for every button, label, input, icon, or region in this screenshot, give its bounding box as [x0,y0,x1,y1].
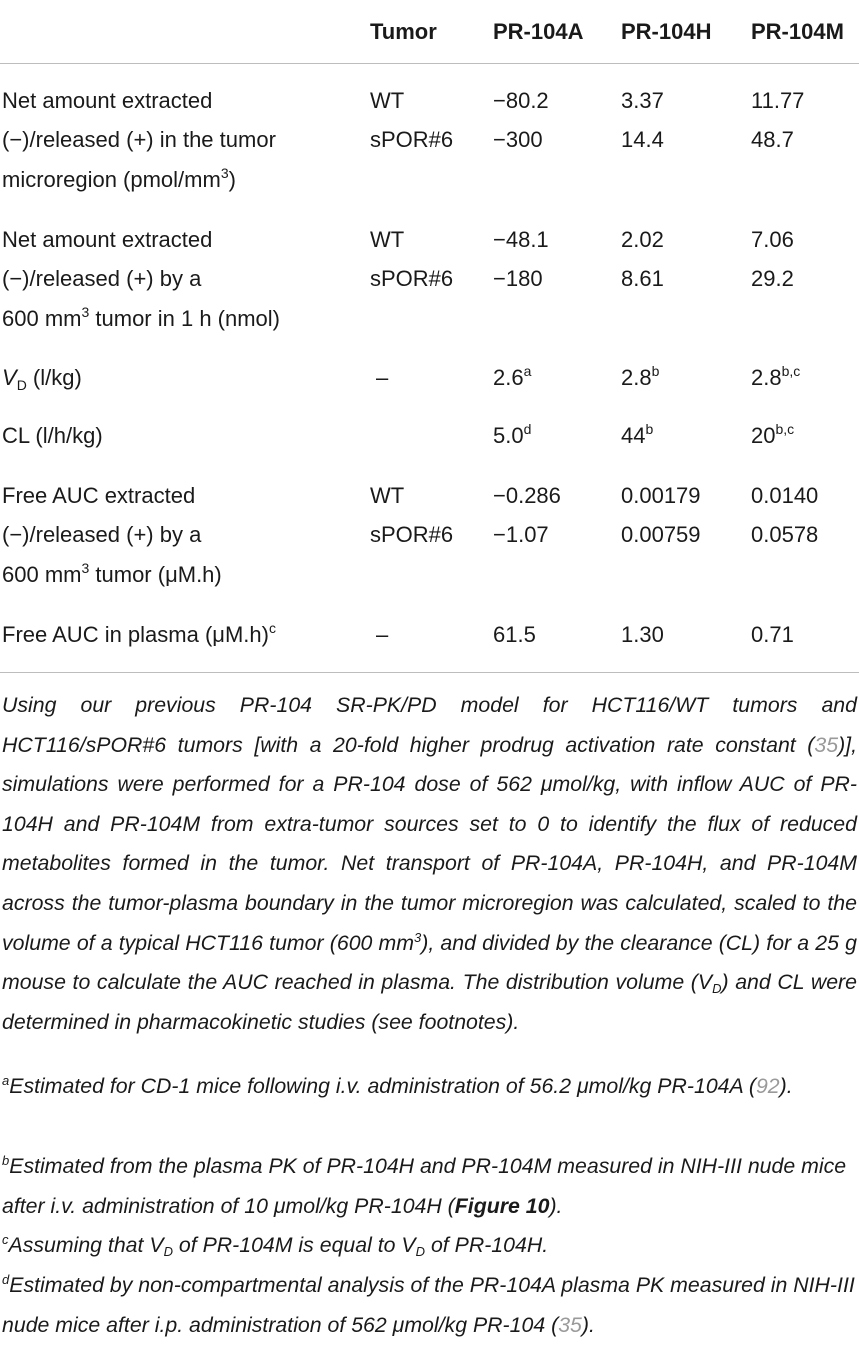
tumor-cell: – [376,365,389,390]
header-tumor: Tumor [370,19,437,44]
table-footnote-main: Using our previous PR-104 SR-PK/PD model for HCT116/WT tumors and HCT116/sPOR#6 tumors [with a 20-fold higher prodrug activation rate constant (35)], simulations were performed for a PR-104 dose of 562 μmol/kg, with inflow AUC of PR-104H and PR-104M from extra-tumor sources set to 0 to identify the flux of reduced metabolites formed in the tumor. Net transport of PR-104A, PR-104H, and PR-104M across the tumor-plasma boundary in the tumor microregion was calculated, scaled to the volume of a typical HCT116 tumor (600 $mm^3$), and divided by the clearance (CL) for a 25 g mouse to calculate the AUC reached in plasma. The distribution volume (VD) and CL were determined in pharmacokinetic studies (see footnotes). [2,693,857,1034]
row-label: Free AUC in plasma $(\mu M.h)^c$ [2,620,276,647]
value-cell: 2.8$^b$ [621,363,660,390]
value-cell: 0.0140 [751,483,819,508]
value-cell: −0.286 [493,483,561,508]
value-cell: 0.0578 [751,522,819,547]
row-label: (−)/released (+) by a [2,266,202,291]
value-cell: 1.30 [621,622,664,647]
table-bottom-rule [0,672,859,673]
value-cell: −48.1 [493,227,549,252]
header-pr104m: PR-104M [751,19,844,44]
value-cell: 29.2 [751,266,794,291]
citation-92[interactable]: 92 [755,1074,780,1098]
row-label: CL (l/h/kg) [2,423,103,448]
tumor-cell: WT [370,483,405,508]
value-cell: 2.02 [621,227,664,252]
row-label: (−)/released (+) by a [2,522,202,547]
tumor-cell: sPOR#6 [370,522,454,547]
footnote-d: $^d$Estimated by non-compartmental analysis of the PR-104A plasma PK measured in NIH-III nude mice after i.p. administration of 562 μmol/kg PR-104 (35). [2,1272,855,1337]
figure-link[interactable]: Figure 10 [454,1193,550,1218]
value-cell: −80.2 [493,88,549,113]
row-label: (−)/released (+) in the tumor [2,127,276,152]
row-label: 600 $mm^3$ tumor (μM.h) [2,560,222,587]
value-cell: 61.5 [493,622,536,647]
value-cell: 7.06 [751,227,794,252]
value-cell: 8.61 [621,266,664,291]
row-label: $V_D$ (l/kg) [2,365,82,393]
tumor-cell: sPOR#6 [370,127,454,152]
footnote-b: $^b$Estimated from the plasma PK of PR-104H and PR-104M measured in NIH-III nude mice after i.v. administration of 10 μmol/kg PR-104H (Figure 10). [2,1153,847,1218]
value-cell: 0.71 [751,622,794,647]
value-cell: 11.77 [751,88,805,113]
value-cell: 0.00179 [621,483,701,508]
value-cell: 3.37 [621,88,664,113]
row-label: Net amount extracted [2,88,213,113]
citation-35[interactable]: 35 [558,1312,582,1337]
header-rule [0,63,859,64]
row-label: Net amount extracted [2,227,213,252]
value-cell: −1.07 [493,522,549,547]
footnote-a: $^a$Estimated for CD-1 mice following i.v. administration of 56.2 μmol/kg PR-104A (92). [2,1073,793,1098]
value-cell: 2.6$^a$ [493,363,532,390]
footnote-c: $^c$Assuming that VD of PR-104M is equal to VD of PR-104H. [2,1232,549,1259]
tumor-cell: – [376,622,389,647]
value-cell: 14.4 [621,127,664,152]
value-cell: 44$^b$ [621,421,654,448]
value-cell: 48.7 [751,127,794,152]
value-cell: 20$^{b,c}$ [751,421,795,448]
value-cell: 2.8$^{b,c}$ [751,363,801,390]
tumor-cell: WT [370,227,405,252]
tumor-cell: WT [370,88,405,113]
header-pr104a: PR-104A [493,19,584,44]
value-cell: 0.00759 [621,522,701,547]
value-cell: −180 [493,266,543,291]
value-cell: −300 [493,127,543,152]
row-label: 600 $mm^3$ tumor in 1 h (nmol) [2,304,281,331]
header-pr104h: PR-104H [621,19,712,44]
tumor-cell: sPOR#6 [370,266,454,291]
value-cell: 5.0$^d$ [493,421,532,448]
citation-35[interactable]: 35 [814,732,839,757]
row-label: microregion $(pmol/mm^3)$ [2,165,236,192]
row-label: Free AUC extracted [2,483,196,508]
